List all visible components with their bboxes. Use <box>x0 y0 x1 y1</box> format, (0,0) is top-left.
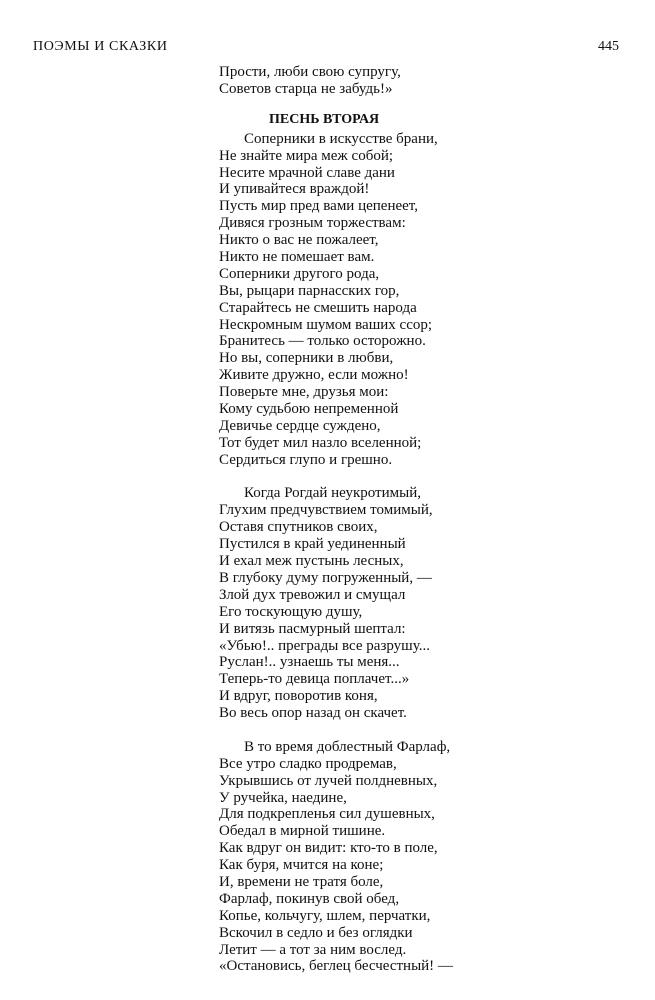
poem-line: У ручейка, наедине, <box>219 789 347 806</box>
poem-line: И, времени не тратя боле, <box>219 873 384 890</box>
poem-line: Никто о вас не пожалеет, <box>219 232 379 249</box>
poem-line: Советов старца не забудь!» <box>219 80 393 97</box>
poem-line: Теперь-то девица поплачет...» <box>219 671 410 688</box>
poem-line: «Остановись, беглец бесчестный! — <box>219 958 453 975</box>
page-number: 445 <box>598 39 619 54</box>
poem-line: Кому судьбою непременной <box>219 401 399 418</box>
poem-line: Прости, люби свою супругу, <box>219 64 401 80</box>
poem-line: Живите дружно, если можно! <box>219 367 409 384</box>
poem-line: Вскочил в седло и без оглядки <box>219 924 413 941</box>
stanza-3 <box>219 739 639 975</box>
poem-line: Его тоскующую душу, <box>219 603 363 620</box>
poem-line: В глубоку думу погруженный, — <box>219 569 432 586</box>
poem-line: Соперники другого рода, <box>219 265 380 282</box>
section-title: ПЕСНЬ ВТОРАЯ <box>269 111 380 127</box>
stanza-gap <box>219 722 639 739</box>
poem-line: Соперники в искусстве брани, <box>244 130 438 147</box>
poem-line: Оставя спутников своих, <box>219 519 378 536</box>
running-title: ПОЭМЫ И СКАЗКИ <box>33 39 168 54</box>
poem-line: Пустился в край уединенный <box>219 536 406 553</box>
poem-line: Копье, кольчугу, шлем, перчатки, <box>219 907 431 924</box>
poem-line: Не знайте мира меж собой; <box>219 147 394 164</box>
poem-line: Нескромным шумом ваших ссор; <box>219 316 433 333</box>
stanza-2 <box>219 485 639 721</box>
poem-line: Старайтесь не смешить народа <box>219 299 417 316</box>
poem-line: Когда Рогдай неукротимый, <box>244 485 421 502</box>
poem-line: И ехал меж пустынь лесных, <box>219 553 404 570</box>
poem-line: Бранитесь — только осторожно. <box>219 333 426 350</box>
poem-line: И вдруг, поворотив коня, <box>219 688 378 705</box>
poem-line: Сердиться глупо и грешно. <box>219 451 393 468</box>
poem-line: И витязь пасмурный шептал: <box>219 620 406 637</box>
poem-line: Вы, рыцари парнасских гор, <box>219 282 400 299</box>
poem-line: Несите мрачной славе дани <box>219 164 395 181</box>
stanza-gap <box>219 469 639 486</box>
stanza-1 <box>219 131 639 469</box>
poem-line: Во весь опор назад он скачет. <box>219 705 407 722</box>
poem-line: Все утро сладко продремав, <box>219 755 397 772</box>
poem-line: Но вы, соперники в любви, <box>219 350 394 367</box>
poem-line: Тот будет мил назло вселенной; <box>219 434 422 451</box>
poem-line: Фарлаф, покинув свой обед, <box>219 890 400 907</box>
poem-line: Как вдруг он видит: кто-то в поле, <box>219 840 438 857</box>
poem-line: «Убью!.. преграды все разрушу... <box>219 637 430 654</box>
poem-line: И упивайтеся враждой! <box>219 181 370 198</box>
poem-line: Поверьте мне, друзья мои: <box>219 384 389 401</box>
poem-line: Пусть мир пред вами цепенеет, <box>219 198 418 215</box>
poem-line: Как буря, мчится на коне; <box>219 857 384 874</box>
poem-line: Обедал в мирной тишине. <box>219 823 386 840</box>
poem-line: Руслан!.. узнаешь ты меня... <box>219 654 400 671</box>
poem-line: Укрывшись от лучей полдневных, <box>219 772 438 789</box>
poem-line: Девичье сердце суждено, <box>219 417 381 434</box>
poem-line: Дивяся грозным торжествам: <box>219 215 406 232</box>
poem-line: Летит — а тот за ним вослед. <box>219 941 407 958</box>
poem-line: Глухим предчувствием томимый, <box>219 502 433 519</box>
poem-text <box>219 64 639 975</box>
poem-line: В то время доблестный Фарлаф, <box>244 738 451 755</box>
poem-line: Злой дух тревожил и смущал <box>219 586 406 603</box>
poem-line: Для подкрепленья сил душевных, <box>219 806 435 823</box>
poem-line: Никто не помешает вам. <box>219 249 375 266</box>
